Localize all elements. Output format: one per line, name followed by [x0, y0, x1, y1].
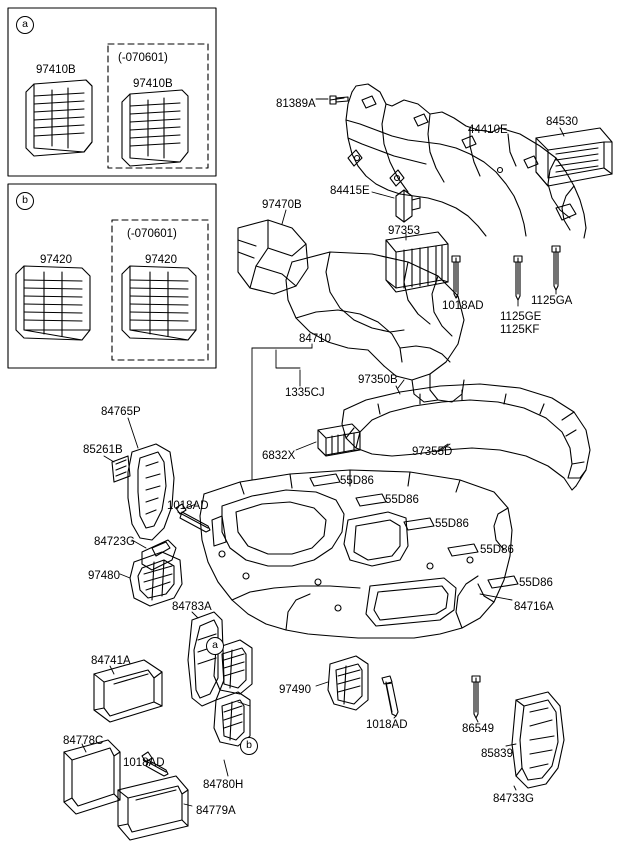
callout-84779a: 84779A: [196, 805, 236, 817]
callout-84780h: 84780H: [203, 779, 244, 791]
vent-97480: [130, 552, 182, 606]
panel-84778c: [64, 740, 120, 814]
panel-84530: [536, 128, 612, 186]
vent-97410b-right: [122, 90, 188, 166]
callout-81389a: 81389A: [276, 98, 316, 110]
bracket-84723g: [142, 540, 176, 570]
callout-97353: 97353: [388, 225, 420, 237]
callout-85839: 85839: [481, 748, 513, 760]
callout-55d86-3: 55D86: [435, 518, 469, 530]
vent-97420-right: [122, 266, 196, 340]
callout-84783a: 84783A: [172, 601, 212, 613]
callout-84530: 84530: [546, 116, 578, 128]
callout-97490: 97490: [279, 684, 311, 696]
bolt-1125ge: [514, 256, 522, 300]
callout-1125kf: 1125KF: [500, 324, 540, 336]
trim-84783a: [188, 612, 224, 706]
bolt-81389a: [330, 96, 348, 104]
callout-1125ge: 1125GE: [500, 311, 542, 323]
callout-84710: 84710: [299, 333, 331, 345]
callout-84733g: 84733G: [493, 793, 534, 805]
group-marker-a: a: [16, 16, 34, 34]
callout-55d86-5: 55D86: [519, 577, 553, 589]
callout-1018ad-2: 1018AD: [167, 500, 209, 512]
leader-44415e: [372, 192, 394, 198]
callout-84741a: 84741A: [91, 655, 131, 667]
callout-97470b: 97470B: [262, 199, 302, 211]
callout-1125ga: 1125GA: [531, 295, 573, 307]
callout-85261b: 85261B: [83, 444, 123, 456]
callout-97410b-1: 97410B: [36, 64, 76, 76]
clips-55d86: [310, 474, 518, 588]
callout-97480: 97480: [88, 570, 120, 582]
cover-84765p: [128, 444, 174, 540]
grille-97353: [386, 232, 448, 292]
callout-97420-1: 97420: [40, 254, 72, 266]
screw-1018ad-lower-center: [382, 676, 398, 716]
group-a-box: [8, 8, 216, 176]
ref-marker-a-inline: a: [206, 637, 224, 655]
callout-1018ad-1: 1018AD: [442, 300, 484, 312]
screw-86549: [472, 676, 480, 718]
callout-1335cj: 1335CJ: [285, 387, 325, 399]
duct-97470b: [238, 220, 308, 294]
callout-1018ad-3: 1018AD: [366, 719, 408, 731]
cover-84779a: [118, 776, 188, 840]
tray-84741a: [94, 660, 162, 722]
vent-97490: [328, 656, 368, 710]
cover-84733g: [512, 692, 564, 788]
callout-97420-2: 97420: [145, 254, 177, 266]
garnish-97355d: [342, 384, 590, 490]
callout-84765p: 84765P: [101, 406, 141, 418]
group-marker-b: b: [16, 192, 34, 210]
variant-note-a: (-070601): [118, 52, 168, 64]
crossmember-44410e: [346, 84, 586, 238]
callout-97355d: 97355D: [412, 446, 453, 458]
callout-55d86-1: 55D86: [340, 475, 374, 487]
callout-84723g: 84723G: [94, 536, 135, 548]
ref-marker-b-inline: b: [240, 737, 258, 755]
callout-6832x: 6832X: [262, 450, 296, 462]
variant-note-b: (-070601): [127, 228, 177, 240]
callout-86549: 86549: [462, 723, 494, 735]
vent-97420-left: [16, 266, 90, 340]
vent-97410b-left: [26, 80, 92, 156]
callout-84716a: 84716A: [514, 601, 554, 613]
callout-97350b: 97350B: [358, 374, 398, 386]
callout-44410e: 44410E: [468, 124, 508, 136]
callout-55d86-2: 55D86: [385, 494, 419, 506]
callout-55d86-4: 55D86: [480, 544, 514, 556]
bolt-1125ga: [552, 246, 560, 290]
callout-97410b-2: 97410B: [133, 78, 173, 90]
tab-85261b: [112, 456, 130, 482]
callout-84778c: 84778C: [63, 735, 104, 747]
callout-1018ad-4: 1018AD: [123, 757, 165, 769]
callout-84415e: 84415E: [330, 185, 370, 197]
